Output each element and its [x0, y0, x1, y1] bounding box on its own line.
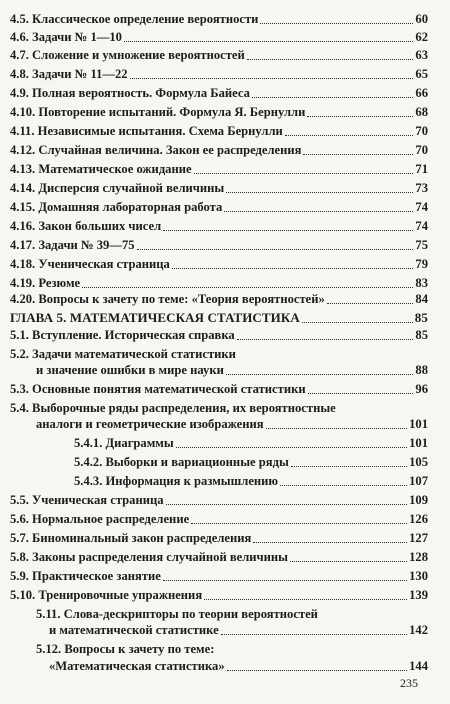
toc-entry [74, 436, 428, 451]
toc-entry-title: Резюме [38, 276, 81, 290]
toc-entry-title: Биноминальный закон распределения [32, 531, 252, 545]
dot-leader [291, 466, 407, 467]
toc-entry-number: 4.20. [10, 292, 36, 306]
toc-entry [10, 328, 428, 343]
toc-entry-title: Домашняя лабораторная работа [38, 200, 223, 214]
toc-entry-page: 62 [415, 30, 428, 44]
toc-entry-title: Дисперсия случайной величины [38, 181, 225, 195]
dot-leader [303, 154, 413, 155]
toc-entry-page: 66 [415, 86, 428, 100]
toc-entry-page: 101 [409, 436, 428, 450]
toc-entry-title: Закон больших чисел [38, 219, 162, 233]
toc-entry [36, 642, 428, 657]
toc-entry-title: Задачи математической статистики [32, 347, 236, 361]
toc-entry-number: 4.9. [10, 86, 29, 100]
chapter-5-page: 85 [414, 310, 428, 325]
toc-entry-page: 128 [409, 550, 428, 564]
dot-leader [227, 670, 407, 671]
toc-entry-title: Законы распределения случайной величины [32, 550, 289, 564]
toc-entry-title: и математической статистике [49, 623, 219, 637]
dot-leader [163, 230, 413, 231]
toc-entry-page: 70 [415, 124, 428, 138]
toc-entry-title: Классическое определение вероятности [32, 12, 259, 26]
dot-leader [252, 97, 413, 98]
toc-entry-number: 4.10. [10, 105, 36, 119]
toc-entry-title: Задачи № 11—22 [32, 67, 128, 81]
toc-entry-number: 4.14. [10, 181, 36, 195]
toc-entry-number: 5.10. [10, 588, 36, 602]
dot-leader [137, 249, 414, 250]
toc-entry-title: Ученическая страница [38, 257, 170, 271]
toc-entry-number: 5.12. [36, 642, 62, 656]
toc-entry-title: Выборочные ряды распределения, их вероятностные [32, 401, 336, 415]
toc-entry-page: 65 [415, 67, 428, 81]
toc-entry-number: 4.13. [10, 162, 36, 176]
toc-entry [36, 363, 428, 378]
toc-entry [10, 12, 428, 27]
toc-entry [10, 292, 428, 307]
toc-entry-number: 5.9. [10, 569, 29, 583]
toc-entry [74, 455, 428, 470]
dot-leader [260, 23, 413, 24]
toc-entry-number: 5.11. [36, 607, 61, 621]
toc-entry [10, 30, 428, 45]
toc-entry-page: 88 [415, 363, 428, 377]
toc-entry-title: Математическое ожидание [38, 162, 192, 176]
toc-entry-title: «Математическая статистика» [49, 659, 225, 673]
toc-entry-number: 4.6. [10, 30, 29, 44]
toc-entry [10, 401, 428, 416]
toc-entry [74, 474, 428, 489]
toc-entry-page: 68 [415, 105, 428, 119]
toc-entry-title: 5.4.2. Выборки и вариационные ряды [74, 455, 289, 469]
dot-leader [176, 447, 407, 448]
toc-entry-page: 74 [415, 219, 428, 233]
toc-entry-number: 5.2. [10, 347, 29, 361]
dot-leader [285, 135, 414, 136]
toc-entry [10, 347, 428, 362]
toc-entry-number: 4.17. [10, 238, 36, 252]
toc-entry [10, 143, 428, 158]
toc-entry [10, 550, 428, 565]
toc-entry-number: 5.5. [10, 493, 29, 507]
toc-entry [10, 588, 428, 603]
toc-entry-number: 4.8. [10, 67, 29, 81]
toc-entry-page: 144 [409, 659, 428, 673]
toc-entry-number: 4.5. [10, 12, 29, 26]
toc-entry-title: Вопросы к зачету по теме: [64, 642, 215, 656]
toc-entry-number: 4.7. [10, 48, 29, 62]
toc-entry-page: 60 [415, 12, 428, 26]
toc-entry-page: 84 [415, 292, 428, 306]
toc-entry [10, 105, 428, 120]
toc-entry-page: 96 [415, 382, 428, 396]
toc-entry-page: 73 [415, 181, 428, 195]
toc-entry-page: 85 [415, 328, 428, 342]
toc-entry-page: 130 [409, 569, 428, 583]
toc-entry-title: и значение ошибки в мире науки [36, 363, 224, 377]
toc-entry-page: 71 [415, 162, 428, 176]
toc-entry-page: 109 [409, 493, 428, 507]
dot-leader [302, 322, 413, 323]
page-number: 235 [400, 676, 418, 690]
dot-leader [191, 523, 407, 524]
toc-entry-page: 127 [409, 531, 428, 545]
toc-entry-page: 79 [415, 257, 428, 271]
toc-entry [10, 124, 428, 139]
toc-entry-title: Полная вероятность. Формула Байеса [32, 86, 250, 100]
toc-entry [10, 382, 428, 397]
dot-leader [194, 173, 414, 174]
toc-entry [36, 607, 428, 622]
toc-entry-title: Повторение испытаний. Формула Я. Бернулли [38, 105, 306, 119]
dot-leader [308, 393, 414, 394]
chapter-5-title: ГЛАВА 5. МАТЕМАТИЧЕСКАЯ СТАТИСТИКА [10, 310, 300, 325]
toc-entry-title: Случайная величина. Закон ее распределения [38, 143, 302, 157]
toc-entry [10, 238, 428, 253]
toc-entry-title: Сложение и умножение вероятностей [32, 48, 245, 62]
dot-leader [226, 374, 414, 375]
toc-entry-title: Вступление. Историческая справка [32, 328, 235, 342]
toc-entry-number: 5.4. [10, 401, 29, 415]
dot-leader [226, 192, 413, 193]
toc-entry-title: Вопросы к зачету по теме: «Теория вероятностей» [38, 292, 325, 306]
toc-entry [10, 493, 428, 508]
toc-entry [10, 512, 428, 527]
toc-entry-page: 126 [409, 512, 428, 526]
toc-entry-page: 107 [409, 474, 428, 488]
dot-leader [280, 485, 407, 486]
toc-entry-number: 5.6. [10, 512, 29, 526]
toc-entry-page: 142 [409, 623, 428, 637]
dot-leader [221, 634, 407, 635]
toc-entry [10, 162, 428, 177]
toc-entry-page: 74 [415, 200, 428, 214]
dot-leader [204, 599, 407, 600]
toc-entry-title: Задачи № 1—10 [32, 30, 122, 44]
toc-entry [10, 67, 428, 82]
toc-entry-number: 5.3. [10, 382, 29, 396]
toc-entry-page: 101 [409, 417, 428, 431]
dot-leader [130, 78, 414, 79]
toc-entry-page: 70 [415, 143, 428, 157]
toc-entry [10, 86, 428, 101]
toc-entry [36, 417, 428, 432]
toc-entry [49, 659, 428, 674]
toc-entry-number: 5.1. [10, 328, 29, 342]
toc-entry-title: аналоги и геометрические изображения [36, 417, 264, 431]
dot-leader [163, 580, 407, 581]
toc-entry-number: 5.8. [10, 550, 29, 564]
toc-entry-number: 4.15. [10, 200, 36, 214]
toc-entry [10, 48, 428, 63]
toc-entry-page: 139 [409, 588, 428, 602]
toc-entry-title: Ученическая страница [32, 493, 164, 507]
toc-entry-number: 4.18. [10, 257, 36, 271]
toc-entry-page: 83 [415, 276, 428, 290]
toc-entry-title: Независимые испытания. Схема Бернулли [37, 124, 283, 138]
toc-entry [10, 200, 428, 215]
toc-entry-number: 5.7. [10, 531, 29, 545]
toc-entry-number: 4.19. [10, 276, 36, 290]
toc-entry [10, 181, 428, 196]
dot-leader [307, 116, 413, 117]
dot-leader [237, 339, 414, 340]
dot-leader [327, 303, 414, 304]
toc-entry-title: Основные понятия математической статистики [32, 382, 306, 396]
toc-entry [10, 276, 428, 291]
toc-entry-title: Слова-дескрипторы по теории вероятностей [63, 607, 318, 621]
dot-leader [166, 504, 408, 505]
toc-entry-title: Тренировочные упражнения [38, 588, 203, 602]
dot-leader [224, 211, 413, 212]
toc-entry-title: 5.4.1. Диаграммы [74, 436, 174, 450]
dot-leader [82, 287, 413, 288]
toc-entry-page: 63 [415, 48, 428, 62]
toc-entry-title: Практическое занятие [32, 569, 161, 583]
dot-leader [124, 41, 413, 42]
dot-leader [172, 268, 414, 269]
toc-entry [10, 569, 428, 584]
dot-leader [253, 542, 407, 543]
toc-entry-number: 4.11. [10, 124, 35, 138]
toc-entry-page: 75 [415, 238, 428, 252]
toc-entry-title: Задачи № 39—75 [38, 238, 135, 252]
dot-leader [290, 561, 407, 562]
toc-entry [10, 219, 428, 234]
toc-entry-title: 5.4.3. Информация к размышлению [74, 474, 279, 488]
toc-entry-number: 4.12. [10, 143, 36, 157]
toc-entry [49, 623, 428, 638]
toc-entry [10, 257, 428, 272]
dot-leader [247, 59, 414, 60]
toc-entry-page: 105 [409, 455, 428, 469]
toc-entry [10, 531, 428, 546]
dot-leader [266, 428, 408, 429]
chapter-5-heading [10, 310, 428, 326]
toc-entry-title: Нормальное распределение [32, 512, 190, 526]
toc-entry-number: 4.16. [10, 219, 36, 233]
